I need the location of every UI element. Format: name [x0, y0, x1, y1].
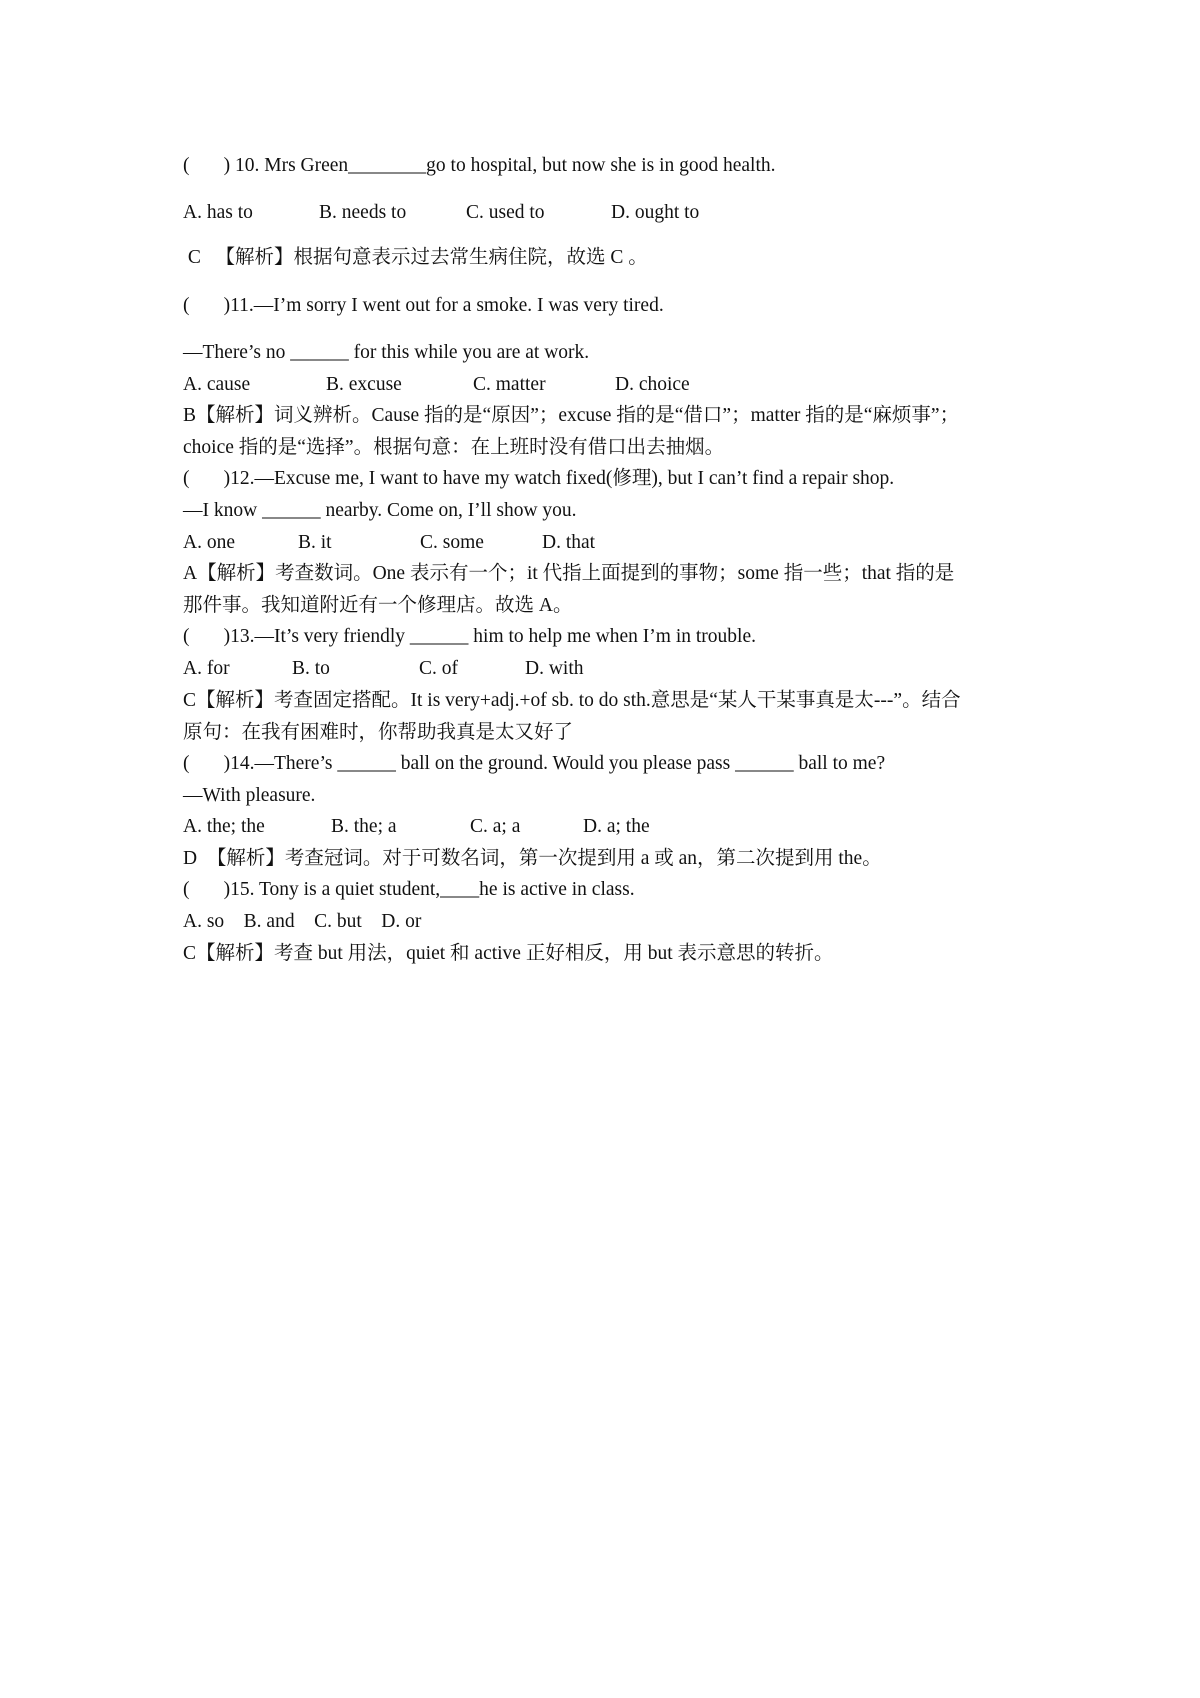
option-d: D. that [542, 532, 596, 553]
option-b: B. to [292, 658, 330, 679]
question-14-options [183, 815, 1083, 839]
option-c: C. a; a [470, 816, 521, 837]
option-b: B. needs to [319, 202, 407, 223]
option-d: D. a; the [583, 816, 650, 837]
option-a: A. has to [183, 202, 253, 223]
option-a: A. the; the [183, 816, 265, 837]
question-12-stem: ( )12.—Excuse me, I want to have my watch fixed(修理), but I can’t find a repair shop. [183, 468, 895, 489]
option-d: D. ought to [611, 202, 700, 223]
question-11-reply: —There’s no ______ for this while you are at work. [183, 342, 590, 363]
option-b: B. excuse [326, 374, 402, 395]
question-13-analysis-line1: C【解析】考查固定搭配。It is very+adj.+of sb. to do sth.意思是“某人干某事真是太---”。结合 [183, 690, 961, 711]
question-14-stem: ( )14.—There’s ______ ball on the ground. Would you please pass ______ ball to me? [183, 753, 886, 774]
question-12-analysis-line2: 那件事。我知道附近有一个修理店。故选 A。 [183, 595, 573, 616]
option-a: A. for [183, 658, 230, 679]
question-10-options [183, 201, 1083, 225]
question-11-options [183, 373, 1083, 397]
option-a: A. cause [183, 374, 251, 395]
question-15-options: A. so B. and C. but D. or [183, 911, 422, 932]
option-a: A. one [183, 532, 235, 553]
question-13-analysis-line2: 原句：在我有困难时，你帮助我真是太又好了 [183, 722, 574, 743]
question-12-options [183, 531, 1083, 555]
question-13-stem: ( )13.—It’s very friendly ______ him to help me when I’m in trouble. [183, 626, 756, 647]
question-11-analysis-line1: B【解析】词义辨析。Cause 指的是“原因”；excuse 指的是“借口”；matter 指的是“麻烦事”； [183, 405, 960, 426]
option-b: B. the; a [331, 816, 397, 837]
option-c: C. some [420, 532, 484, 553]
question-12-reply: —I know ______ nearby. Come on, I’ll show you. [183, 500, 577, 521]
question-14-reply: —With pleasure. [183, 785, 316, 806]
question-13-options [183, 657, 1083, 681]
question-14-analysis: D 【解析】考查冠词。对于可数名词，第一次提到用 a 或 an，第二次提到用 the。 [183, 848, 882, 869]
option-c: C. matter [473, 374, 546, 395]
option-c: C. of [419, 658, 458, 679]
option-b: B. it [298, 532, 332, 553]
question-10-stem: ( ) 10. Mrs Green________go to hospital, but now she is in good health. [183, 155, 776, 176]
option-c: C. used to [466, 202, 545, 223]
option-d: D. with [525, 658, 584, 679]
question-15-analysis: C【解析】考查 but 用法，quiet 和 active 正好相反，用 but 表示意思的转折。 [183, 943, 834, 964]
question-10-analysis: C 【解析】根据句意表示过去常生病住院，故选 C 。 [183, 247, 648, 268]
question-12-analysis-line1: A【解析】考查数词。One 表示有一个；it 代指上面提到的事物；some 指一些；that 指的是 [183, 563, 955, 584]
question-11-stem: ( )11.—I’m sorry I went out for a smoke. I was very tired. [183, 295, 664, 316]
question-11-analysis-line2: choice 指的是“选择”。根据句意：在上班时没有借口出去抽烟。 [183, 437, 725, 458]
question-15-stem: ( )15. Tony is a quiet student,____he is active in class. [183, 879, 635, 900]
option-d: D. choice [615, 374, 690, 395]
